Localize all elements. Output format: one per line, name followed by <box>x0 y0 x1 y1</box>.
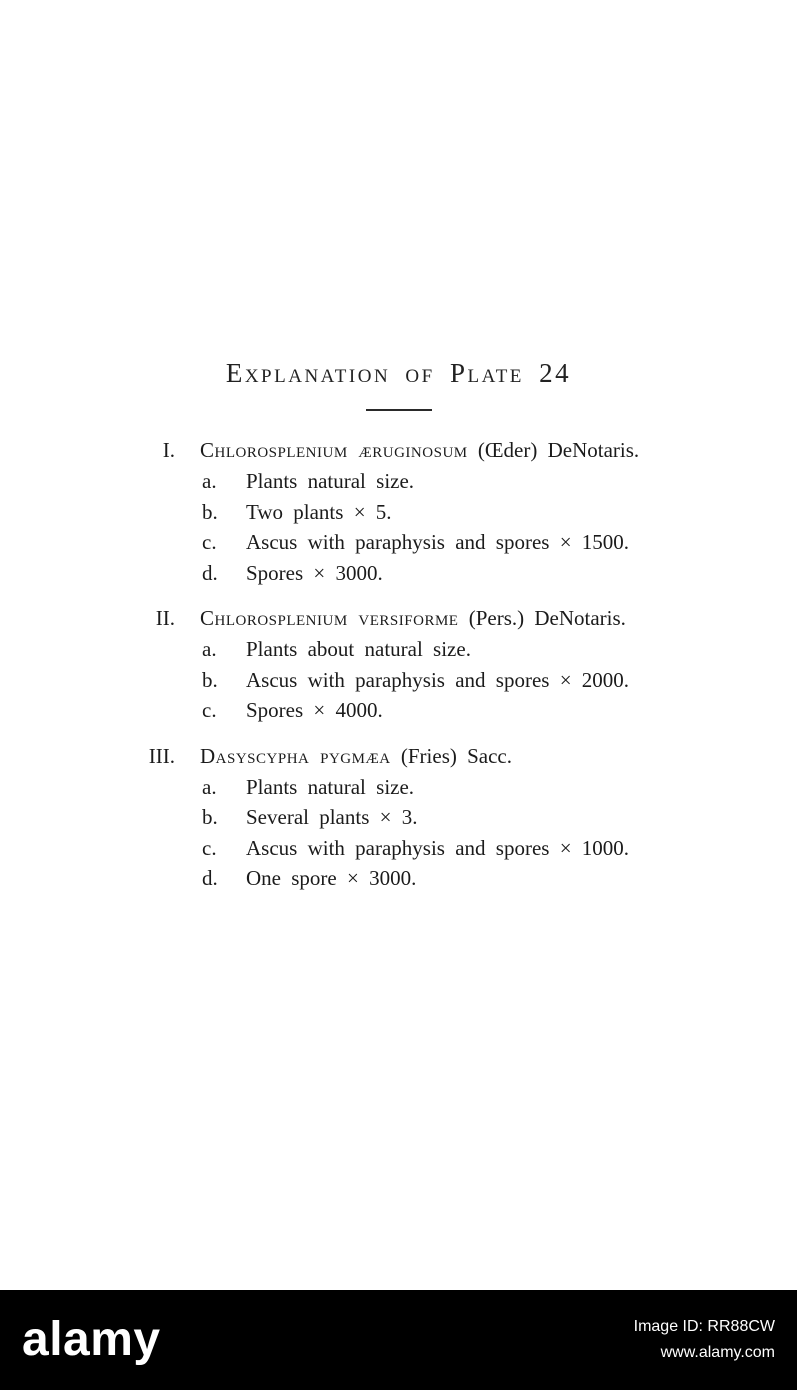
item-text: Plants natural size. <box>246 469 415 493</box>
title-divider <box>366 409 432 411</box>
taxon-authority: (Fries) Sacc. <box>400 743 513 768</box>
item-text: Ascus with paraphysis and spores × 1500. <box>246 530 630 554</box>
list-item <box>202 833 757 864</box>
page-title: Explanation of Plate 24 <box>225 358 572 388</box>
item-label: a. <box>202 774 217 799</box>
list-item <box>202 695 757 726</box>
section-2 <box>130 603 757 726</box>
list-item <box>202 634 757 665</box>
watermark-info <box>634 1314 775 1366</box>
section-items <box>202 634 757 726</box>
taxon-authority: (Œder) DeNotaris. <box>477 438 640 462</box>
alamy-url: www.alamy.com <box>660 1344 775 1361</box>
item-label: a. <box>202 637 217 661</box>
section-title <box>200 603 626 634</box>
item-text: Several plants × 3. <box>246 805 418 829</box>
section-heading <box>130 435 757 466</box>
taxon-name: Dasyscypha pygmæa <box>200 743 391 768</box>
section-heading <box>130 603 757 634</box>
taxon-name: Chlorosplenium versiforme <box>200 606 459 630</box>
taxon-name: Chlorosplenium æruginosum <box>200 438 468 462</box>
section-items <box>202 466 757 588</box>
item-label: b. <box>202 805 218 829</box>
item-label: c. <box>202 530 217 554</box>
item-text: Ascus with paraphysis and spores × 1000. <box>246 835 630 860</box>
section-3 <box>130 741 757 894</box>
list-item <box>202 802 757 833</box>
item-label: c. <box>202 835 217 860</box>
item-text: Spores × 3000. <box>246 560 383 585</box>
list-item <box>202 665 757 696</box>
item-text: One spore × 3000. <box>246 866 417 890</box>
section-items <box>202 772 757 894</box>
item-label: b. <box>202 499 218 524</box>
item-label: a. <box>202 469 217 493</box>
item-label: c. <box>202 698 217 722</box>
list-item <box>202 863 757 894</box>
list-item <box>202 558 757 589</box>
section-title <box>200 741 512 772</box>
watermark-bar <box>0 1290 797 1390</box>
plate-explanation-list <box>130 435 757 894</box>
item-text: Plants about natural size. <box>246 637 471 661</box>
section-numeral: III. <box>148 743 175 768</box>
item-label: d. <box>202 866 218 890</box>
section-numeral: I. <box>162 438 175 462</box>
list-item <box>202 466 757 497</box>
section-1 <box>130 435 757 588</box>
item-text: Spores × 4000. <box>246 698 383 722</box>
section-numeral: II. <box>155 606 175 630</box>
list-item <box>202 497 757 528</box>
item-text: Two plants × 5. <box>246 499 392 524</box>
list-item <box>202 527 757 558</box>
section-title <box>200 435 639 466</box>
section-heading <box>130 741 757 772</box>
list-item <box>202 772 757 803</box>
image-id: Image ID: RR88CW <box>633 1318 775 1335</box>
item-text: Plants natural size. <box>246 774 415 799</box>
item-label: b. <box>202 667 218 692</box>
taxon-authority: (Pers.) DeNotaris. <box>468 606 626 630</box>
alamy-logo: alamy <box>22 1313 161 1366</box>
item-label: d. <box>202 560 218 585</box>
item-text: Ascus with paraphysis and spores × 2000. <box>246 667 630 692</box>
